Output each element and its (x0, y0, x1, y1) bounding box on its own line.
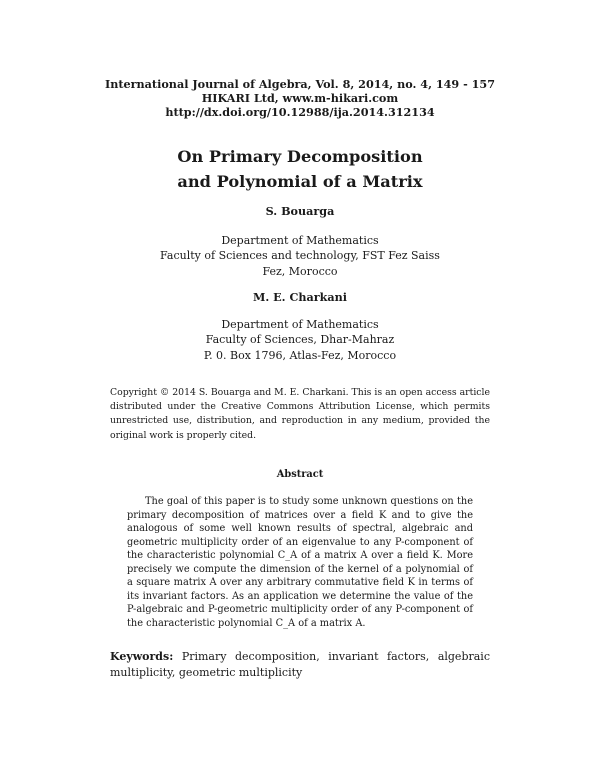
title-line-2: and Polynomial of a Matrix (177, 172, 423, 191)
keywords-label: Keywords: (110, 650, 174, 663)
keywords (110, 649, 490, 680)
title-line-1: On Primary Decomposition (177, 147, 423, 166)
affiliation-line: Faculty of Sciences, Dhar-Mahraz (205, 333, 395, 347)
affiliation-line: Department of Mathematics (221, 318, 379, 331)
author-name: S. Bouarga (265, 204, 335, 218)
copyright-notice: Copyright © 2014 S. Bouarga and M. E. Charkani. This is an open access article distributed under the Creative Commons Attribution License, which permits unrestricted use, distribution, and reproduction in any medium, provided the original work is properly cited. (110, 387, 490, 441)
author-affiliation (0, 233, 600, 279)
affiliation-line: P. 0. Box 1796, Atlas-Fez, Morocco (203, 348, 397, 362)
paper-title (0, 144, 600, 194)
abstract-heading: Abstract (276, 469, 324, 480)
affiliation-line: Department of Mathematics (221, 234, 379, 247)
keywords-text: Primary decomposition, invariant factors, algebraic multiplicity, geometric multiplicity (110, 650, 490, 679)
publisher-line: HIKARI Ltd, www.m-hikari.com (201, 91, 399, 105)
affiliation-line: Faculty of Sciences and technology, FST Fez Saiss (160, 249, 440, 263)
abstract-text: The goal of this paper is to study some unknown questions on the primary decomposition of matrices over a field K and to give the analogous of some well known results of spectral, algebraic and geometric multiplicity order of an eigenvalue to any P-component of the characteristic polynomial C_A of a matrix A over a field K. More precisely we compute the dimension of the kernel of a polynomial of a square matrix A over any arbitrary commutative field K in terms of its invariant factors. As an application we determine the value of the P-algebraic and P-geometric multiplicity order of any P-component of the characteristic polynomial C_A of a matrix A. (127, 496, 473, 629)
journal-header (0, 77, 600, 119)
journal-line: International Journal of Algebra, Vol. 8, 2014, no. 4, 149 - 157 (105, 77, 495, 91)
author-affiliation (0, 317, 600, 363)
doi-line: http://dx.doi.org/10.12988/ija.2014.312134 (165, 105, 435, 119)
affiliation-line: Fez, Morocco (262, 264, 338, 278)
author-name: M. E. Charkani (252, 290, 348, 304)
